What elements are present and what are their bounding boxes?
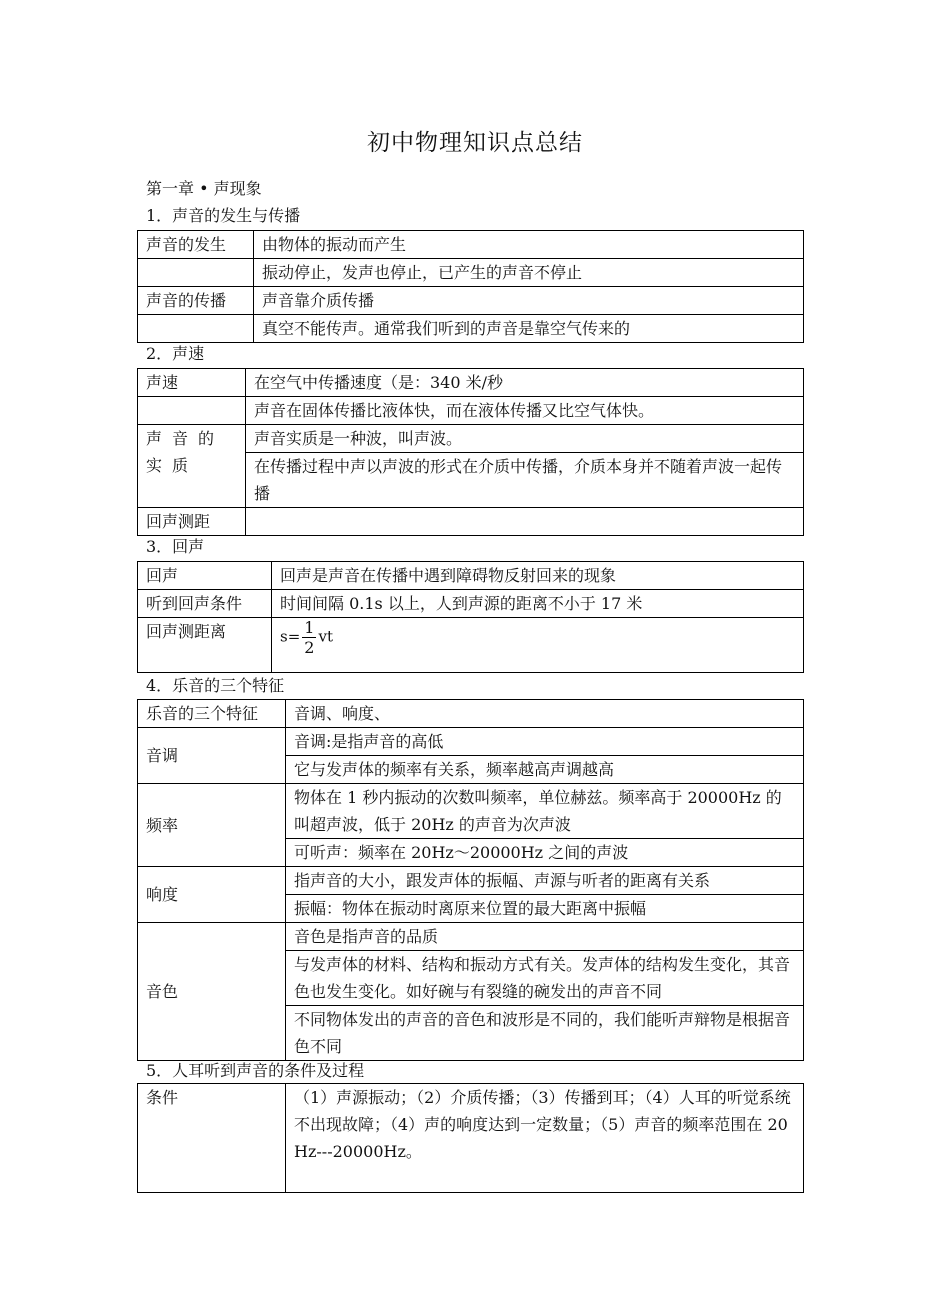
section-4-table [137, 699, 804, 1061]
table-row [138, 618, 804, 673]
row-text: 音调:是指声音的高低 [286, 728, 804, 756]
section-5-table [137, 1083, 804, 1193]
table-row [138, 231, 804, 259]
section-5-heading: 5．人耳听到声音的条件及过程 [146, 1061, 365, 1080]
row-text: 振幅：物体在振动时离原来位置的最大距离中振幅 [286, 895, 804, 923]
table-row [138, 728, 804, 756]
row-label: 回声测距离 [138, 618, 272, 673]
table-row [138, 1084, 804, 1193]
fraction [302, 618, 316, 657]
row-label: 听到回声条件 [138, 590, 272, 618]
table-row [138, 425, 804, 453]
row-text: 与发声体的材料、结构和振动方式有关。发声体的结构发生变化，其音色也发生变化。如好碗与有裂缝的碗发出的声音不同 [286, 951, 804, 1006]
formula-prefix: s= [280, 627, 301, 646]
table-row [138, 315, 804, 343]
row-text: 不同物体发出的声音的音色和波形是不同的，我们能听声辩物是根据音色不同 [286, 1006, 804, 1061]
table-row [138, 397, 804, 425]
row-label: 音调 [138, 728, 286, 784]
section-2-table [137, 368, 804, 536]
section-1-table [137, 230, 804, 343]
row-text: 指声音的大小，跟发声体的振幅、声源与听者的距离有关系 [286, 867, 804, 895]
row-text: 真空不能传声。通常我们听到的声音是靠空气传来的 [254, 315, 804, 343]
row-label: 声音的传播 [138, 287, 254, 315]
fraction-denominator: 2 [304, 638, 315, 657]
row-label: 响度 [138, 867, 286, 923]
row-text: 在传播过程中声以声波的形式在介质中传播，介质本身并不随着声波一起传播 [246, 453, 804, 508]
table-row [138, 923, 804, 951]
row-text: 声音在固体传播比液体快，而在液体传播又比空气体快。 [246, 397, 804, 425]
section-1-heading: 1．声音的发生与传播 [146, 206, 301, 225]
row-text: 声音靠介质传播 [254, 287, 804, 315]
row-label: 声速 [138, 369, 246, 397]
row-label-empty [138, 259, 254, 287]
section-4-heading: 4．乐音的三个特征 [146, 676, 285, 695]
row-text: 物体在 1 秒内振动的次数叫频率，单位赫兹。频率高于 20000Hz 的叫超声波，低于 20Hz 的声音为次声波 [286, 784, 804, 839]
table-row [138, 867, 804, 895]
section-2-heading: 2．声速 [146, 344, 205, 363]
fraction-numerator: 1 [304, 618, 315, 637]
row-label: 条件 [138, 1084, 286, 1193]
table-row [138, 287, 804, 315]
row-text: 可听声：频率在 20Hz～20000Hz 之间的声波 [286, 839, 804, 867]
row-label-empty [138, 315, 254, 343]
row-text: 时间间隔 0.1s 以上，人到声源的距离不小于 17 米 [272, 590, 804, 618]
table-row [138, 590, 804, 618]
table-row [138, 562, 804, 590]
row-text: 回声是声音在传播中遇到障碍物反射回来的现象 [272, 562, 804, 590]
row-text: 在空气中传播速度（是：340 米/秒 [246, 369, 804, 397]
table-row [138, 369, 804, 397]
row-label: 声音的发生 [138, 231, 254, 259]
row-label: 音色 [138, 923, 286, 1061]
row-label: 乐音的三个特征 [138, 700, 286, 728]
chapter-heading: 第一章 • 声现象 [146, 179, 262, 198]
row-text: 音调、响度、 [286, 700, 804, 728]
section-3-table [137, 561, 804, 673]
table-row [138, 700, 804, 728]
table-row [138, 784, 804, 839]
formula-suffix: vt [318, 627, 333, 646]
row-text: 音色是指声音的品质 [286, 923, 804, 951]
row-text-empty [246, 508, 804, 536]
row-text: 振动停止，发声也停止，已产生的声音不停止 [254, 259, 804, 287]
table-row [138, 508, 804, 536]
row-text: 由物体的振动而产生 [254, 231, 804, 259]
row-label-empty [138, 397, 246, 425]
table-row [138, 259, 804, 287]
row-text: 它与发声体的频率有关系，频率越高声调越高 [286, 756, 804, 784]
row-text: （1）声源振动；（2）介质传播；（3）传播到耳；（4）人耳的听觉系统不出现故障；（4）声的响度达到一定数量；（5）声音的频率范围在 20Hz---20000Hz。 [286, 1084, 804, 1193]
row-label: 声音的实质 [138, 425, 246, 508]
document-title: 初中物理知识点总结 [367, 130, 583, 156]
echo-formula [272, 618, 804, 673]
section-3-heading: 3．回声 [146, 537, 205, 556]
row-text: 声音实质是一种波，叫声波。 [246, 425, 804, 453]
row-label: 回声 [138, 562, 272, 590]
row-label: 频率 [138, 784, 286, 867]
row-label: 回声测距 [138, 508, 246, 536]
